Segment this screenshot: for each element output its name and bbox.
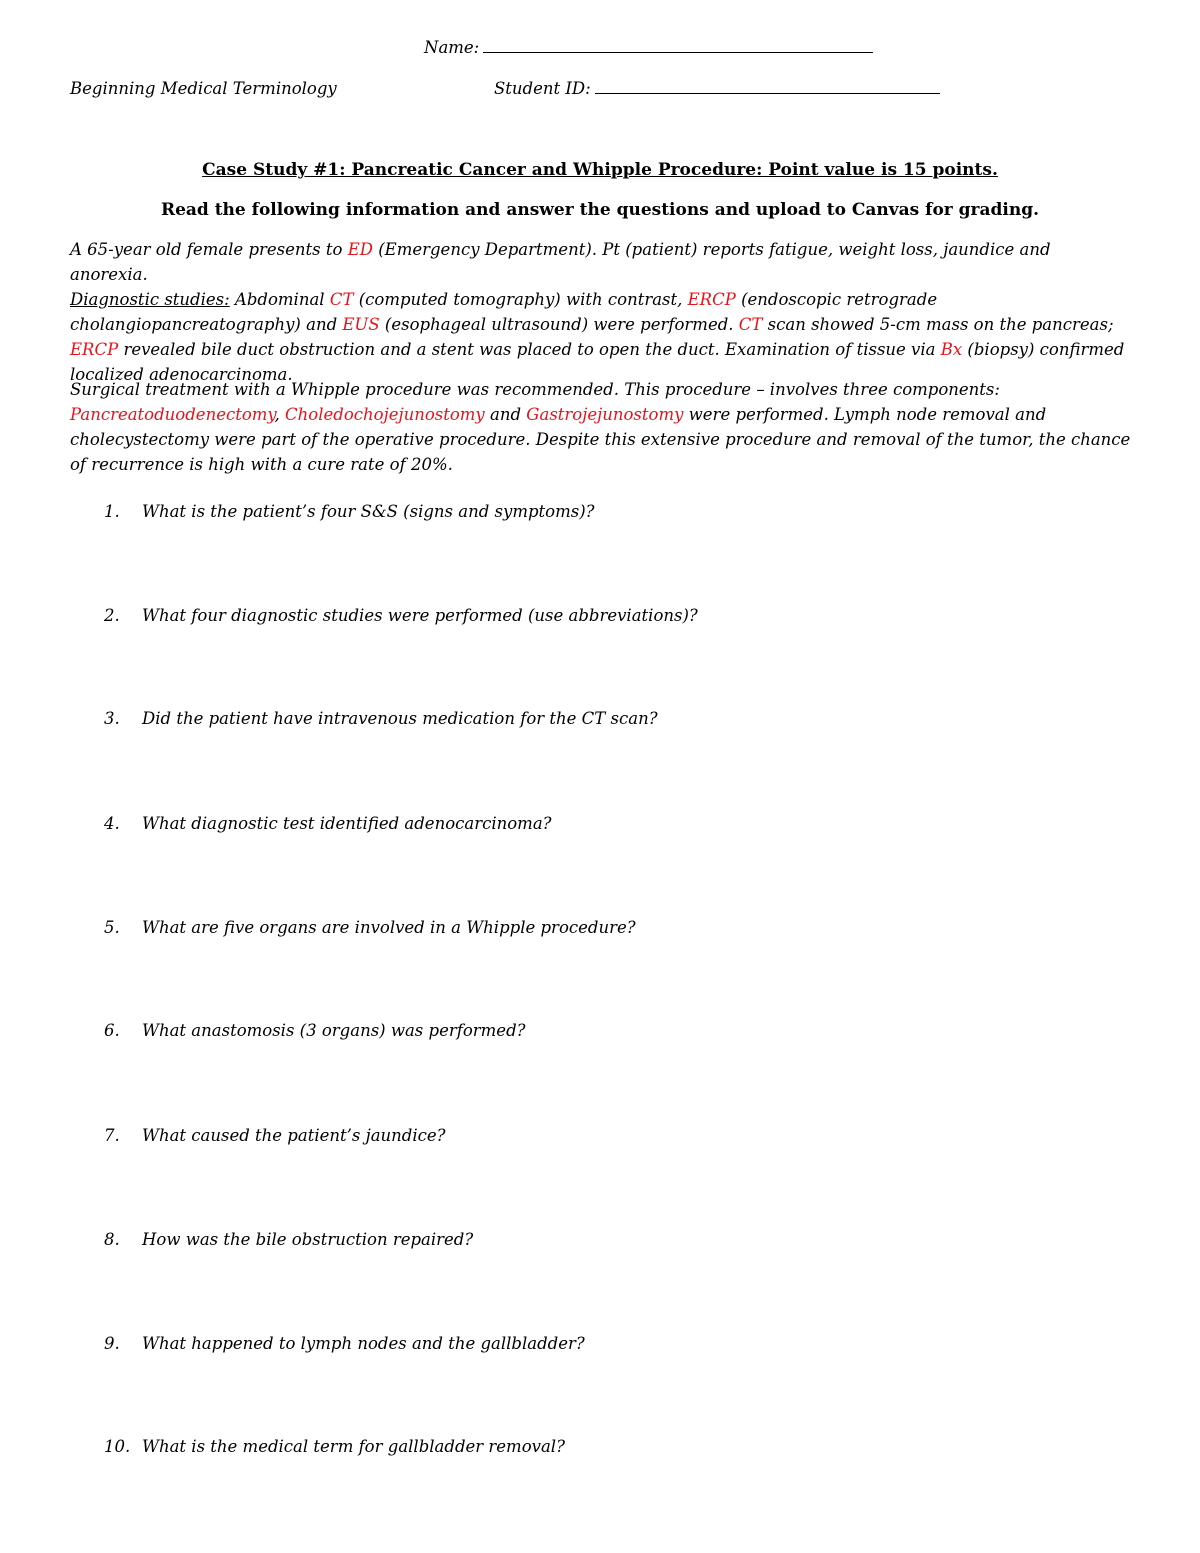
- question-item: [0, 1437, 1200, 1459]
- question-text: What is the patient’s four S&S (signs and symptoms)?: [142, 502, 595, 521]
- term-eus: EUS: [342, 315, 380, 334]
- question-item: [0, 1126, 1200, 1148]
- term-ed: ED: [347, 240, 373, 259]
- question-text: What are five organs are involved in a Whipple procedure?: [142, 918, 636, 937]
- case-text: (biopsy) confirmed localized adenocarcinoma.: [70, 340, 1125, 384]
- case-study-title: Case Study #1: Pancreatic Cancer and Whipple Procedure: Point value is 15 points.: [202, 160, 998, 180]
- term-gastrojejunostomy: Gastrojejunostomy: [526, 405, 684, 424]
- term-bx: Bx: [940, 340, 963, 359]
- question-number: 3.: [104, 709, 120, 728]
- question-item: [0, 709, 1200, 731]
- question-item: [0, 814, 1200, 836]
- question-item: [0, 502, 1200, 524]
- question-number: 6.: [104, 1021, 120, 1040]
- question-item: [0, 1021, 1200, 1043]
- name-blank-line[interactable]: [483, 38, 873, 53]
- case-paragraph-2: [70, 377, 1132, 477]
- term-pancreatoduodenectomy: Pancreatoduodenectomy: [70, 405, 275, 424]
- case-text: A 65-year old female presents to: [70, 240, 348, 259]
- student-id-label: Student ID:: [494, 79, 591, 98]
- question-number: 10.: [104, 1437, 131, 1456]
- question-text: What diagnostic test identified adenocarcinoma?: [142, 814, 552, 833]
- student-id-blank-line[interactable]: [595, 79, 940, 94]
- question-text: Did the patient have intravenous medication for the CT scan?: [142, 709, 658, 728]
- term-ct: CT: [329, 290, 354, 309]
- term-choledochojejunostomy: Choledochojejunostomy: [285, 405, 485, 424]
- term-ct: CT: [738, 315, 763, 334]
- question-number: 2.: [104, 606, 120, 625]
- case-text: Surgical treatment with a Whipple procedure was recommended. This procedure – involves three components:: [70, 380, 1000, 399]
- student-id-field: [494, 79, 940, 98]
- question-text: What four diagnostic studies were performed (use abbreviations)?: [142, 606, 698, 625]
- question-item: [0, 918, 1200, 940]
- name-label: Name:: [424, 38, 480, 57]
- case-text: ,: [274, 405, 286, 424]
- question-item: [0, 1334, 1200, 1356]
- question-item: [0, 606, 1200, 628]
- term-ercp: ERCP: [687, 290, 736, 309]
- case-text: (computed tomography) with contrast,: [353, 290, 688, 309]
- course-name: Beginning Medical Terminology: [70, 79, 337, 98]
- question-number: 9.: [104, 1334, 120, 1353]
- question-text: What anastomosis (3 organs) was performed?: [142, 1021, 526, 1040]
- question-number: 5.: [104, 918, 120, 937]
- instructions: Read the following information and answer the questions and upload to Canvas for grading.: [160, 200, 1040, 220]
- question-text: What caused the patient’s jaundice?: [142, 1126, 446, 1145]
- question-text: What is the medical term for gallbladder removal?: [142, 1437, 565, 1456]
- question-item: [0, 1230, 1200, 1252]
- case-text: revealed bile duct obstruction and a stent was placed to open the duct. Examination of tissue via: [118, 340, 941, 359]
- diagnostic-studies-label: Diagnostic studies:: [70, 290, 230, 309]
- question-number: 7.: [104, 1126, 120, 1145]
- case-text: were performed. Lymph node removal and cholecystectomy were part of the operative procedure. Despite this extensive procedure and removal of the tumor, the chance of recurrence is high with a cure rate of 20%.: [70, 405, 1131, 474]
- case-paragraph-1: [70, 237, 1132, 387]
- name-field: [424, 38, 873, 57]
- case-text: and: [484, 405, 527, 424]
- case-text: (esophageal ultrasound) were performed.: [379, 315, 739, 334]
- case-text: (Emergency Department). Pt (patient) reports fatigue, weight loss, jaundice and anorexia.: [70, 240, 1051, 284]
- question-number: 4.: [104, 814, 120, 833]
- term-ercp: ERCP: [70, 340, 119, 359]
- case-text: Abdominal: [229, 290, 330, 309]
- question-text: What happened to lymph nodes and the gallbladder?: [142, 1334, 585, 1353]
- question-number: 1.: [104, 502, 120, 521]
- question-number: 8.: [104, 1230, 120, 1249]
- case-text: (endoscopic retrograde cholangiopancreatography) and: [70, 290, 938, 334]
- question-text: How was the bile obstruction repaired?: [142, 1230, 474, 1249]
- case-text: scan showed 5-cm mass on the pancreas;: [762, 315, 1114, 334]
